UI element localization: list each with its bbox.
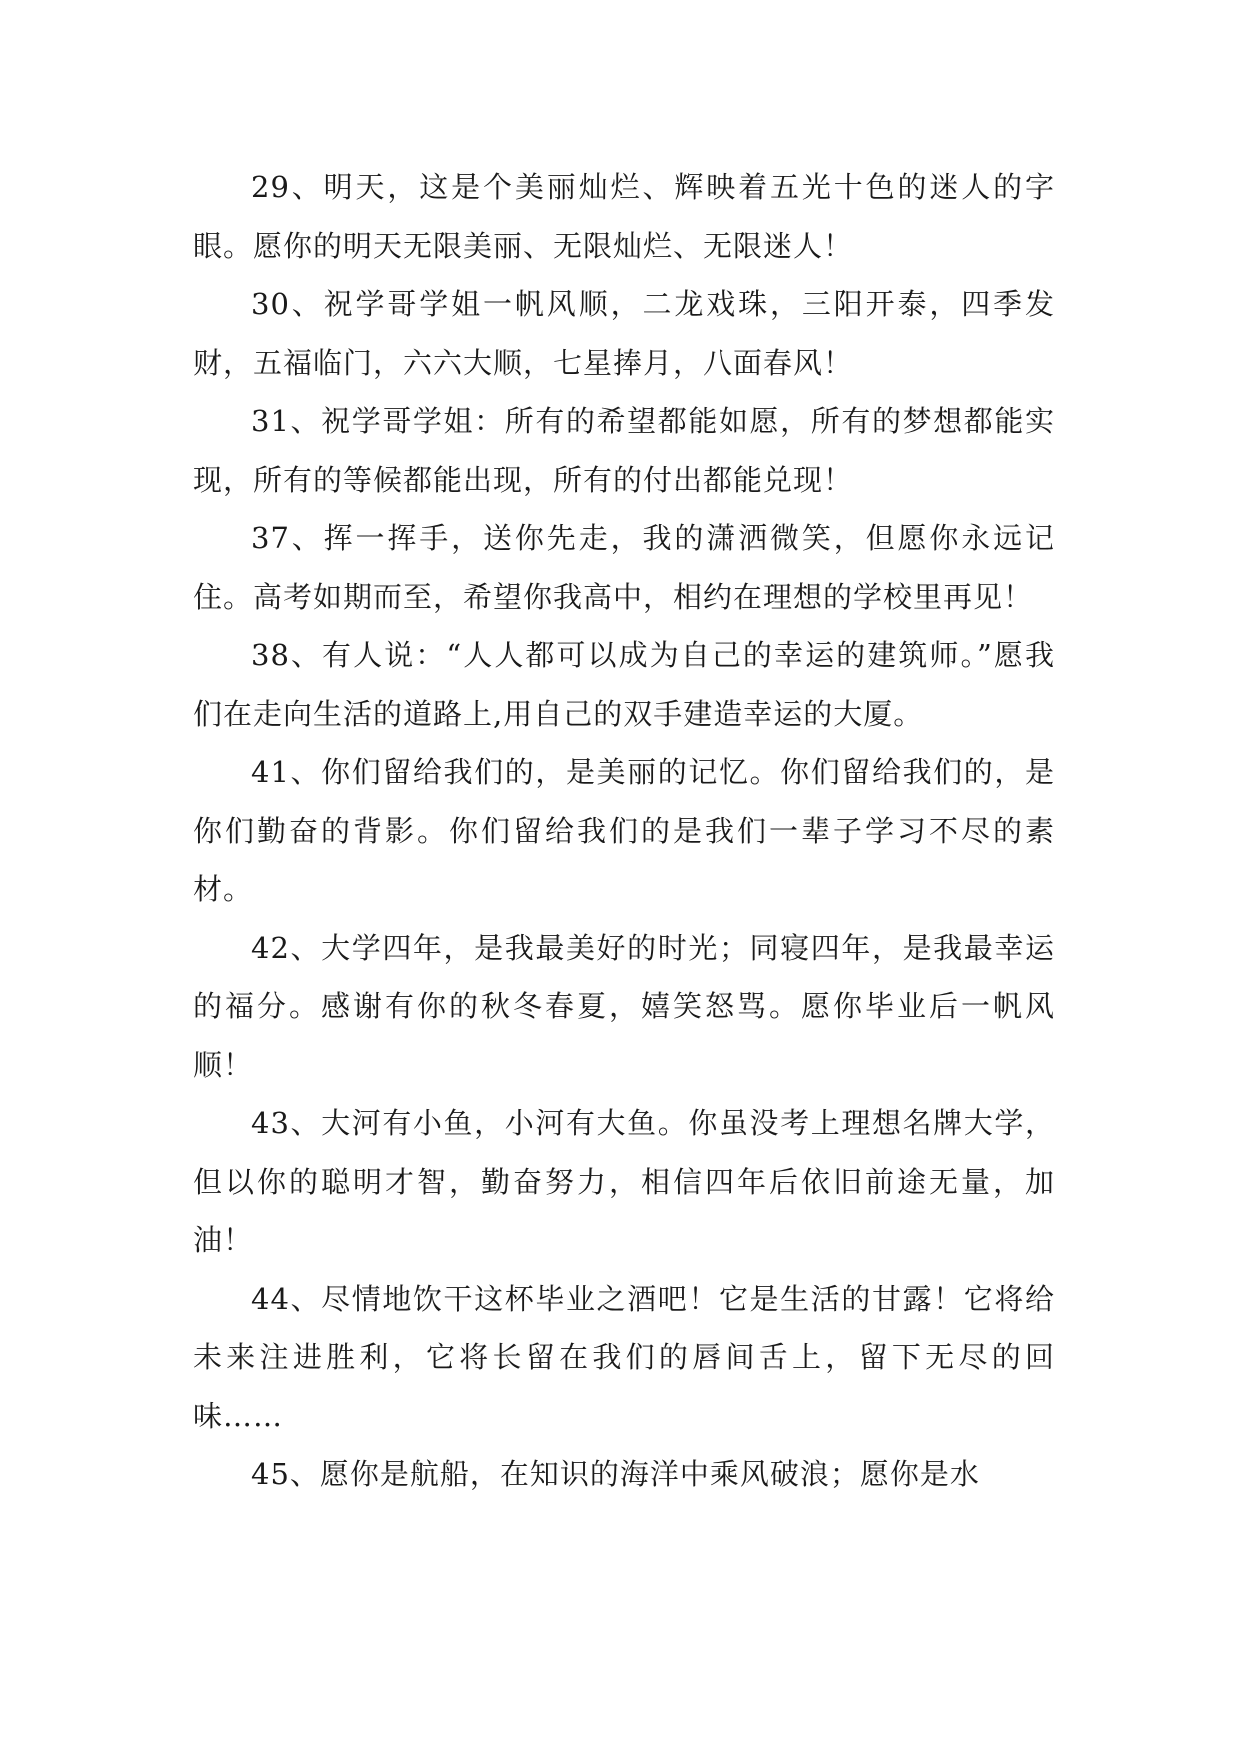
paragraph-29: 29、明天，这是个美丽灿烂、辉映着五光十色的迷人的字眼。愿你的明天无限美丽、无限灿烂、无限迷人！ bbox=[193, 170, 1055, 263]
paragraph-30: 30、祝学哥学姐一帆风顺，二龙戏珠，三阳开泰，四季发财，五福临门，六六大顺，七星捧月，八面春风！ bbox=[193, 287, 1055, 380]
paragraph-31: 31、祝学哥学姐：所有的希望都能如愿，所有的梦想都能实现，所有的等候都能出现，所有的付出都能兑现！ bbox=[193, 404, 1055, 497]
paragraph-41: 41、你们留给我们的，是美丽的记忆。你们留给我们的，是你们勤奋的背影。你们留给我们的是我们一辈子学习不尽的素材。 bbox=[193, 755, 1055, 906]
paragraph-44: 44、尽情地饮干这杯毕业之酒吧！它是生活的甘露！它将给未来注进胜利，它将长留在我们的唇间舌上，留下无尽的回味…… bbox=[193, 1281, 1055, 1433]
document-body bbox=[193, 158, 1055, 1504]
paragraph-38: 38、有人说：“人人都可以成为自己的幸运的建筑师。”愿我们在走向生活的道路上,用自己的双手建造幸运的大厦。 bbox=[193, 638, 1055, 731]
paragraph-37: 37、挥一挥手，送你先走，我的潇洒微笑，但愿你永远记住。高考如期而至，希望你我高中，相约在理想的学校里再见！ bbox=[193, 521, 1055, 614]
paragraph-45: 45、愿你是航船，在知识的海洋中乘风破浪；愿你是水 bbox=[251, 1457, 980, 1491]
paragraph-43: 43、大河有小鱼，小河有大鱼。你虽没考上理想名牌大学，但以你的聪明才智，勤奋努力，相信四年后依旧前途无量，加油！ bbox=[193, 1106, 1055, 1257]
paragraph-42: 42、大学四年，是我最美好的时光；同寝四年，是我最幸运的福分。感谢有你的秋冬春夏，嬉笑怒骂。愿你毕业后一帆风顺！ bbox=[193, 930, 1055, 1082]
